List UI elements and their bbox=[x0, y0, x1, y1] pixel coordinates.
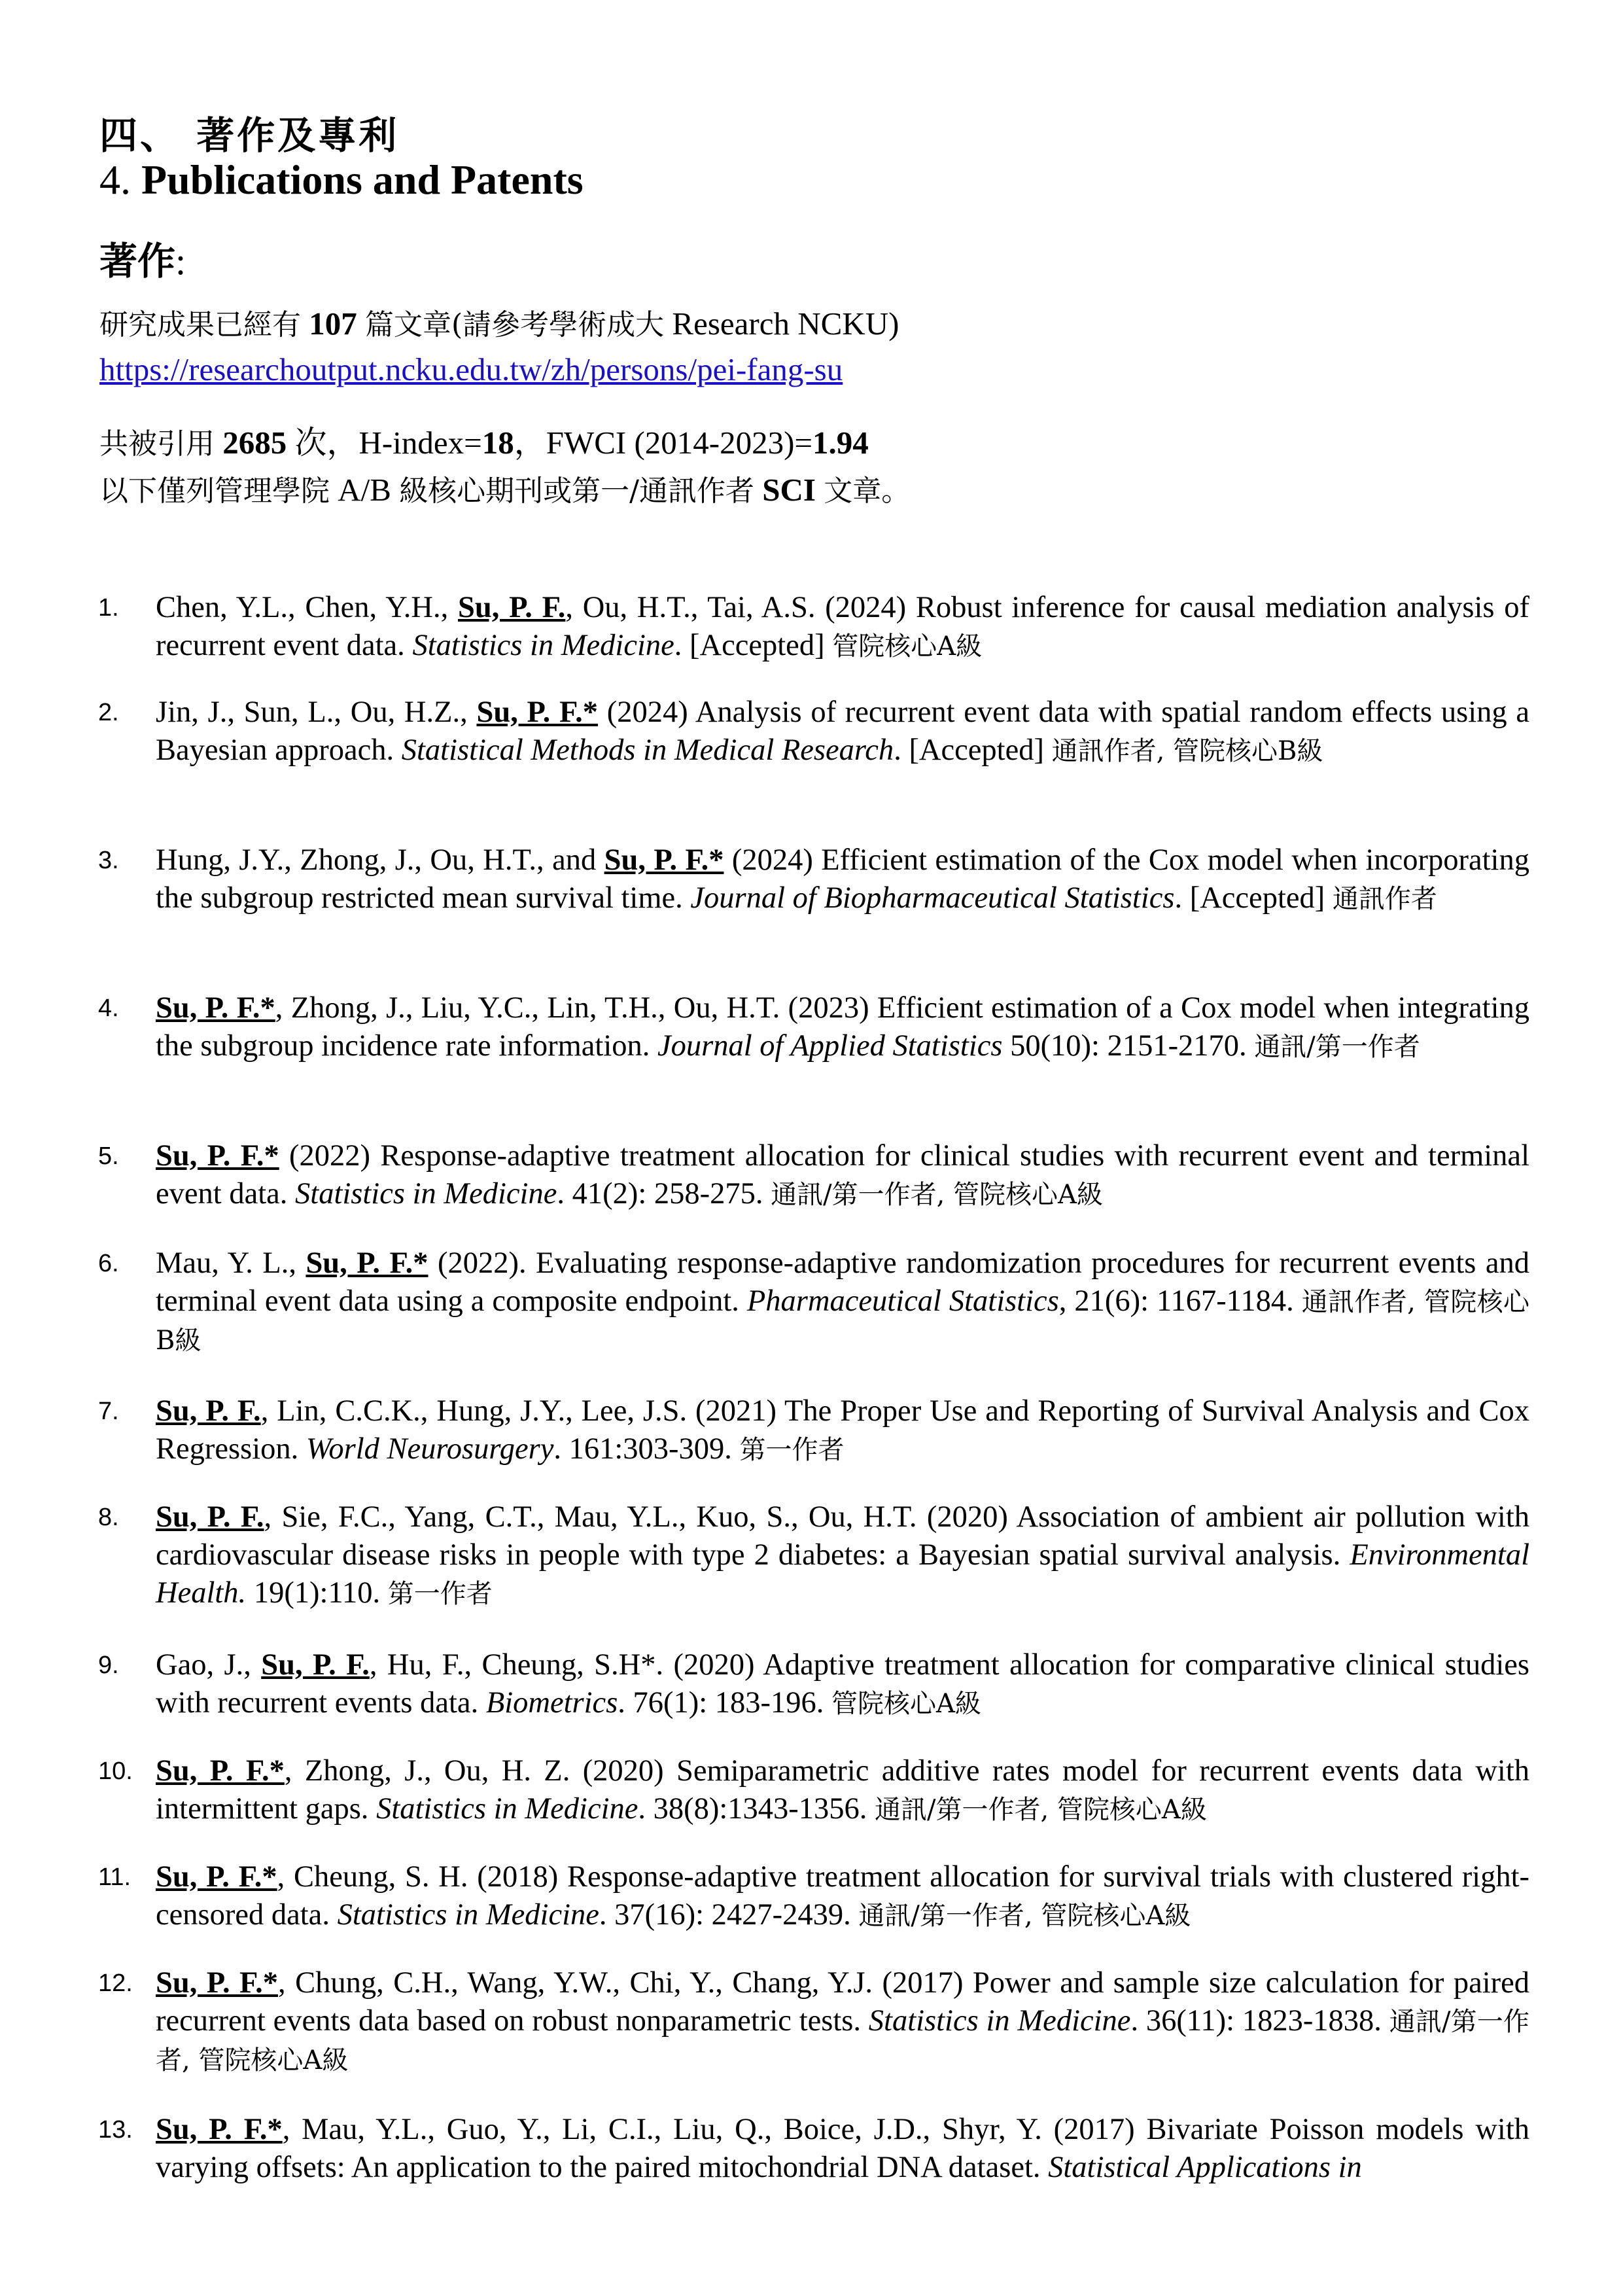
publication-citation bbox=[156, 1752, 1529, 1829]
citation-title: , Lin, C.C.K., Hung, J.Y., Lee, J.S. (2021) The Proper Use and Reporting of Survival Analysis and Cox Regression. bbox=[156, 1394, 1529, 1466]
citation-volume: . [Accepted] bbox=[1174, 881, 1333, 915]
citation-volume: . 37(16): 2427-2439. bbox=[599, 1898, 859, 1932]
fwci-value: 1.94 bbox=[812, 425, 869, 461]
publication-number: 6. bbox=[98, 1250, 119, 1277]
role-note: 通訊/第一作者 bbox=[1254, 1032, 1420, 1062]
citation-title: (2024) Analysis of recurrent event data with spatial random effects using a Bayesian approach. bbox=[156, 696, 1529, 767]
citation-volume: . 41(2): 258-275. bbox=[557, 1177, 771, 1210]
publication-citation bbox=[156, 1245, 1529, 1360]
role-note: 管院核心A級 bbox=[832, 631, 983, 662]
summary-text: Research NCKU) bbox=[672, 306, 899, 342]
publication-citation bbox=[156, 2111, 1529, 2187]
summary-text: 級核心期刊或第一/通訊作者 bbox=[399, 474, 755, 508]
citation-volume: . 76(1): 183-196. bbox=[618, 1686, 832, 1720]
profile-link[interactable]: https://researchoutput.ncku.edu.tw/zh/persons/pei-fang-su bbox=[99, 351, 843, 387]
publication-citation bbox=[156, 1392, 1529, 1469]
highlighted-author: Su, P. F.* bbox=[156, 991, 275, 1025]
summary-line-4 bbox=[99, 470, 910, 512]
journal-name: Journal of Biopharmaceutical Statistics bbox=[690, 881, 1175, 915]
publication-number: 5. bbox=[98, 1142, 119, 1170]
role-note: 通訊作者, 管院核心B級 bbox=[156, 1287, 1529, 1356]
citation-title: (2022) Response-adaptive treatment allocation for clinical studies with recurrent event and terminal event data. bbox=[156, 1139, 1529, 1210]
citation-authors: Jin, J., Sun, L., Ou, H.Z., bbox=[156, 696, 477, 729]
citation-volume: . [Accepted] bbox=[894, 733, 1052, 767]
journal-name: Statistics in Medicine bbox=[412, 629, 674, 662]
publication-citation bbox=[156, 1137, 1529, 1214]
citation-authors: Hung, J.Y., Zhong, J., Ou, H.T., and bbox=[156, 843, 604, 877]
summary-line-3 bbox=[99, 423, 869, 465]
publication-citation bbox=[156, 1498, 1529, 1613]
role-note: 通訊/第一作者, 管院核心A級 bbox=[771, 1180, 1103, 1210]
citation-title: , Hu, F., Cheung, S.H*. (2020) Adaptive treatment allocation for comparative clinical studies with recurrent events data. bbox=[156, 1648, 1529, 1720]
summary-text: 篇文章(請參考學術成大 bbox=[365, 308, 665, 342]
publication-number: 4. bbox=[98, 995, 119, 1022]
highlighted-author: Su, P. F.* bbox=[604, 843, 724, 877]
citation-count: 2685 bbox=[222, 425, 287, 461]
highlighted-author: Su, P. F.* bbox=[156, 1860, 277, 1894]
summary-text: SCI bbox=[762, 472, 816, 508]
publication-number: 7. bbox=[98, 1398, 119, 1425]
highlighted-author: Su, P. F. bbox=[156, 1394, 261, 1428]
citation-title: , Mau, Y.L., Guo, Y., Li, C.I., Liu, Q., Boice, J.D., Shyr, Y. (2017) Bivariate Poisson models with varying offsets: An application to the paired mitochondrial DNA dataset. bbox=[156, 2113, 1530, 2184]
citation-title: (2024) Efficient estimation of the Cox model when incorporating the subgroup restricted mean survival time. bbox=[156, 843, 1529, 915]
publication-number: 2. bbox=[98, 699, 119, 726]
journal-name: Biometrics bbox=[485, 1686, 618, 1720]
section-heading-en bbox=[99, 156, 584, 204]
journal-name: Pharmaceutical Statistics bbox=[746, 1284, 1059, 1318]
citation-authors: Gao, J., bbox=[156, 1648, 262, 1682]
citation-volume: 19(1):110. bbox=[246, 1576, 388, 1610]
citation-title: , Cheung, S. H. (2018) Response-adaptive treatment allocation for survival trials with clustered right-censored data. bbox=[156, 1860, 1530, 1932]
highlighted-author: Su, P. F. bbox=[261, 1648, 370, 1682]
summary-text: 文章。 bbox=[824, 474, 911, 508]
highlighted-author: Su, P. F.* bbox=[156, 1966, 279, 2000]
citation-volume: . 38(8):1343-1356. bbox=[638, 1792, 875, 1826]
publication-number: 11. bbox=[98, 1863, 131, 1891]
summary-text: 以下僅列管理學院 bbox=[99, 474, 330, 508]
summary-text: 共被引用 bbox=[99, 427, 215, 461]
journal-name: Statistical Methods in Medical Research bbox=[401, 733, 894, 767]
highlighted-author: Su, P. F. bbox=[458, 591, 566, 624]
summary-text: 研究成果已經有 bbox=[99, 308, 301, 342]
journal-name: Statistics in Medicine bbox=[295, 1177, 557, 1210]
publication-citation bbox=[156, 841, 1529, 918]
citation-title: , Chung, C.H., Wang, Y.W., Chi, Y., Chang, Y.J. (2017) Power and sample size calculation for paired recurrent events data based on robust nonparametric tests. bbox=[156, 1966, 1530, 2038]
role-note: 通訊/第一作者, 管院核心A級 bbox=[875, 1795, 1207, 1825]
publication-citation bbox=[156, 589, 1529, 665]
journal-name: Statistics in Medicine bbox=[376, 1792, 638, 1826]
citation-volume: . 36(11): 1823-1838. bbox=[1130, 2004, 1389, 2038]
role-note: 通訊/第一作者, 管院核心A級 bbox=[858, 1901, 1191, 1931]
role-note: 第一作者 bbox=[387, 1579, 493, 1609]
journal-name: Journal of Applied Statistics bbox=[657, 1029, 1003, 1063]
h-index-value: 18 bbox=[481, 425, 514, 461]
highlighted-author: Su, P. F.* bbox=[156, 2113, 283, 2146]
journal-name: World Neurosurgery bbox=[305, 1432, 554, 1466]
highlighted-author: Su, P. F.* bbox=[156, 1139, 279, 1173]
citation-title: , Ou, H.T., Tai, A.S. (2024) Robust inference for causal mediation analysis of recurrent event data. bbox=[156, 591, 1529, 662]
publication-count: 107 bbox=[309, 306, 357, 342]
role-note: 第一作者 bbox=[739, 1435, 845, 1465]
citation-title: , Sie, F.C., Yang, C.T., Mau, Y.L., Kuo, S., Ou, H.T. (2020) Association of ambient air pollution with cardiovascular disease risks in people with type 2 diabetes: a Bayesian spatial survival analysis. bbox=[156, 1500, 1529, 1572]
publication-number: 12. bbox=[98, 1969, 133, 1997]
publication-number: 1. bbox=[98, 594, 119, 622]
citation-authors: Mau, Y. L., bbox=[156, 1246, 306, 1280]
subsection-title: 著作 bbox=[99, 239, 176, 283]
publication-citation bbox=[156, 1964, 1529, 2079]
role-note: 通訊/第一作者, 管院核心A級 bbox=[156, 2007, 1530, 2075]
summary-text: 次，H-index= bbox=[294, 425, 482, 461]
citation-volume: , 21(6): 1167-1184. bbox=[1058, 1284, 1302, 1318]
publication-citation bbox=[156, 1858, 1529, 1935]
subsection-colon: : bbox=[175, 240, 186, 283]
publication-number: 13. bbox=[98, 2116, 133, 2144]
subsection-heading bbox=[99, 230, 186, 285]
publication-number: 9. bbox=[98, 1651, 119, 1679]
role-note: 管院核心A級 bbox=[831, 1689, 981, 1719]
publication-citation bbox=[156, 694, 1529, 770]
citation-title: (2022). Evaluating response-adaptive randomization procedures for recurrent events and terminal event data using a composite endpoint. bbox=[156, 1246, 1530, 1318]
citation-volume: . 161:303-309. bbox=[553, 1432, 740, 1466]
summary-text: ，FWCI (2014-2023)= bbox=[514, 425, 813, 461]
publication-number: 10. bbox=[98, 1757, 133, 1785]
publication-citation bbox=[156, 1646, 1529, 1723]
highlighted-author: Su, P. F.* bbox=[305, 1246, 428, 1280]
citation-volume: 50(10): 2151-2170. bbox=[1002, 1029, 1255, 1063]
summary-text: A/B bbox=[338, 472, 391, 508]
citation-title: , Zhong, J., Ou, H. Z. (2020) Semiparametric additive rates model for recurrent events data with intermittent gaps. bbox=[156, 1754, 1529, 1826]
citation-title: , Zhong, J., Liu, Y.C., Lin, T.H., Ou, H.T. (2023) Efficient estimation of a Cox model when integrating the subgroup incidence rate information. bbox=[156, 991, 1529, 1063]
role-note: 通訊作者, 管院核心B級 bbox=[1051, 736, 1323, 766]
summary-line-1 bbox=[99, 304, 899, 345]
role-note: 通訊作者 bbox=[1332, 884, 1437, 914]
publication-number: 8. bbox=[98, 1504, 119, 1531]
journal-name: Statistics in Medicine bbox=[337, 1898, 599, 1932]
highlighted-author: Su, P. F. bbox=[156, 1500, 264, 1534]
journal-name: Statistics in Medicine bbox=[868, 2004, 1131, 2038]
highlighted-author: Su, P. F.* bbox=[476, 696, 599, 729]
publication-citation bbox=[156, 989, 1529, 1066]
journal-name: Environmental Health. bbox=[156, 1538, 1529, 1610]
section-title: Publications and Patents bbox=[141, 156, 584, 203]
journal-name: Statistical Applications in bbox=[1048, 2151, 1362, 2184]
highlighted-author: Su, P. F.* bbox=[156, 1754, 285, 1788]
citation-authors: Chen, Y.L., Chen, Y.H., bbox=[156, 591, 458, 624]
publication-number: 3. bbox=[98, 847, 119, 874]
section-number: 4. bbox=[99, 156, 131, 203]
section-heading-zh: 四、 著作及專利 bbox=[99, 113, 400, 158]
citation-volume: . [Accepted] bbox=[674, 629, 833, 662]
profile-link-line bbox=[99, 349, 843, 390]
